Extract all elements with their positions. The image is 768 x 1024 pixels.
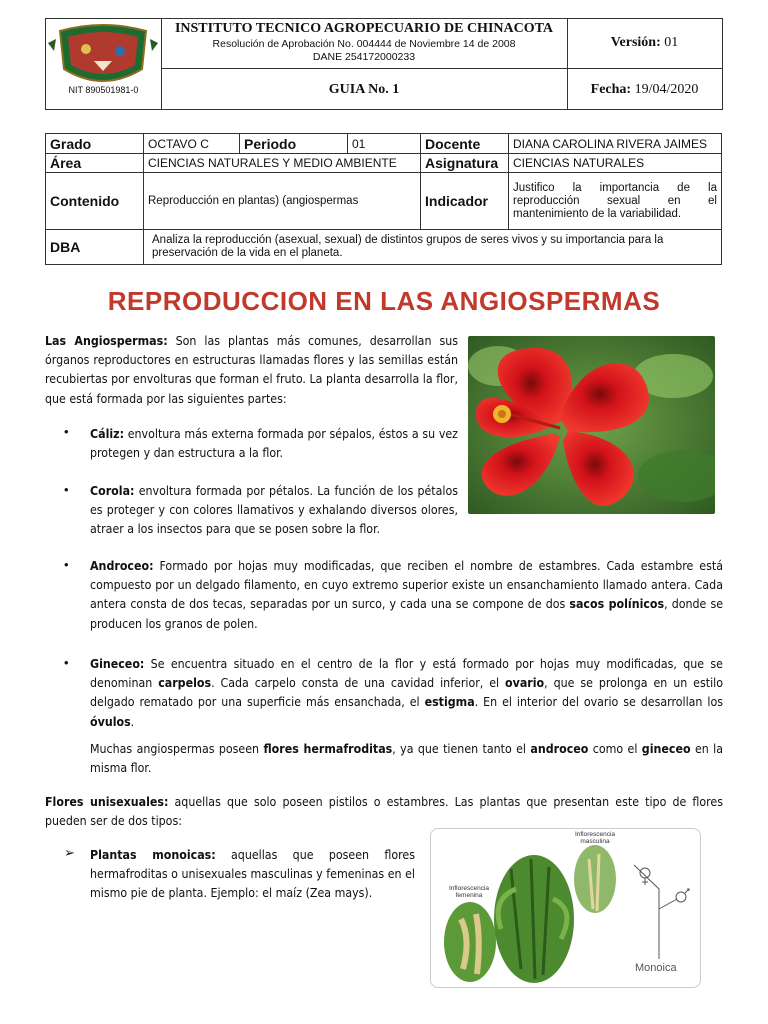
gineceo-bold: ovario xyxy=(505,676,545,691)
hibiscus-image xyxy=(468,336,715,514)
gineceo-text: , que se prolonga en un estilo delgado rematado por una superficie más ensanchada, el xyxy=(90,676,723,710)
androceo-term: Androceo: xyxy=(90,559,154,573)
version-cell xyxy=(567,19,722,109)
asignatura-value: CIENCIAS NATURALES xyxy=(509,154,721,173)
info-table xyxy=(45,133,722,265)
unisex-text: aquellas que solo poseen pistilos o estambres. Las plantas que presentan este tipo de flores pueden ser de dos tipos: xyxy=(45,795,724,829)
gineceo-text: . Cada carpelo consta de una cavidad inferior, el xyxy=(211,676,506,691)
gineceo-text: Se encuentra situado en el centro de la flor y está formado por hojas muy modificadas, que se denominan xyxy=(90,657,723,691)
indicador-value: Justifico la importancia de la reproducción sexual en el mantenimiento de la variabilidad. xyxy=(509,173,721,230)
docente-value: DIANA CAROLINA RIVERA JAIMES xyxy=(509,134,721,154)
caliz-text: envoltura más externa formada por sépalos, éstos a su vez protegen y dan estructura a la flor. xyxy=(90,427,458,461)
institution-cell xyxy=(161,19,568,109)
gineceo-text: . En el interior del ovario se desarrollan los xyxy=(474,695,723,710)
gineceo-bold: carpelos xyxy=(158,676,212,691)
bullet-dot-icon: • xyxy=(64,557,69,572)
androceo-bold: sacos polínicos xyxy=(569,597,665,612)
nit-text: NIT 890501981-0 xyxy=(68,85,139,95)
dba-label: DBA xyxy=(46,230,144,264)
contenido-value: Reproducción en plantas) (angiospermas xyxy=(144,173,421,230)
androceo-text-end: , donde se producen los granos de polen. xyxy=(90,597,724,631)
header-table xyxy=(45,18,723,110)
page-title: REPRODUCCION EN LAS ANGIOSPERMAS xyxy=(107,286,661,316)
version-field xyxy=(567,35,722,51)
intro-text: Son las plantas más comunes, desarrollan sus órganos reproductores en estructuras llamadas flores y las semillas están recubiertas por envolturas que forman el fruto. La planta desarrolla la flor, que está formada por las siguientes partes: xyxy=(45,334,458,406)
monoicas-term: Plantas monoicas: xyxy=(90,848,216,862)
bullet-dot-icon: • xyxy=(64,482,69,497)
unisexual-paragraph xyxy=(45,793,723,831)
area-value: CIENCIAS NATURALES Y MEDIO AMBIENTE xyxy=(144,154,421,173)
area-label: Área xyxy=(46,154,144,173)
version-value: 01 xyxy=(664,35,679,50)
indicador-label: Indicador xyxy=(421,173,509,230)
gineceo-bold: óvulos xyxy=(90,714,131,729)
herma-text: Muchas angiospermas poseen xyxy=(90,742,264,756)
monoicas-text: aquellas que poseen flores hermafroditas o unisexuales masculinas y femeninas en el mismo pie de planta. Ejemplo: el maíz (Zea mays). xyxy=(90,848,415,901)
corola-item xyxy=(90,482,458,540)
date-field xyxy=(567,82,722,98)
caliz-item xyxy=(90,425,458,463)
monoicas-item xyxy=(90,846,415,904)
intro-paragraph xyxy=(45,332,458,409)
herma-text: , ya que tienen tanto el xyxy=(392,742,531,756)
gineceo-text: . xyxy=(130,714,135,729)
gineceo-bold: estigma xyxy=(424,695,475,710)
arrow-bullet-icon: ➢ xyxy=(64,845,75,860)
androceo-text: Formado por hojas muy modificadas, que reciben el nombre de estambres. Cada estambre está compuesto por un delgado filamento, en cuyo extremo superior existe un ensanchamiento llamado antera. Cada antera consta de dos tecas, separadas por un surco, y cada una se compone de dos xyxy=(90,559,723,612)
contenido-label: Contenido xyxy=(46,173,144,230)
periodo-value: 01 xyxy=(348,134,421,154)
gineceo-item xyxy=(90,655,723,732)
herma-bold: gineceo xyxy=(641,742,691,756)
asignatura-label: Asignatura xyxy=(421,154,509,173)
corola-text: envoltura formada por pétalos. La función de los pétalos es proteger y con colores llamativos y exhalando diversos olores, atraer a los insectos para que se posen sobre la flor. xyxy=(90,484,458,537)
corola-term: Corola: xyxy=(90,484,135,498)
bullet-dot-icon: • xyxy=(64,424,69,439)
herma-bold: flores hermafroditas xyxy=(263,742,393,756)
docente-label: Docente xyxy=(421,134,509,154)
logo-cell xyxy=(46,19,162,109)
intro-term: Las Angiospermas: xyxy=(45,334,168,348)
hermaphrodite-paragraph xyxy=(90,740,723,778)
monoica-figure xyxy=(430,828,701,988)
herma-text: como el xyxy=(588,742,642,756)
periodo-label: Periodo xyxy=(240,134,348,154)
female-inflorescence-label: Inflorescencia femenina xyxy=(448,885,490,899)
dba-value: Analiza la reproducción (asexual, sexual) de distintos grupos de seres vivos y su importancia para la preservación de la vida en el planeta. xyxy=(152,234,664,259)
figure-caption: Monoica xyxy=(635,962,677,974)
guide-number: GUIA No. 1 xyxy=(328,82,400,97)
unisex-term: Flores unisexuales: xyxy=(45,795,169,809)
dane-text: DANE 254172000233 xyxy=(312,51,416,63)
grado-value: OCTAVO C xyxy=(144,134,240,154)
male-inflorescence-label: Inflorescencia masculina xyxy=(574,831,616,845)
herma-text: en la misma flor. xyxy=(90,742,723,776)
gineceo-term: Gineceo: xyxy=(90,657,145,671)
date-label: Fecha: xyxy=(590,82,632,97)
date-value: 19/04/2020 xyxy=(634,82,699,97)
resolution-text: Resolución de Aprobación No. 004444 de Noviembre 14 de 2008 xyxy=(212,38,516,50)
herma-bold: androceo xyxy=(530,742,589,756)
grado-label: Grado xyxy=(46,134,144,154)
bullet-dot-icon: • xyxy=(64,655,69,670)
school-shield-icon xyxy=(46,21,161,91)
androceo-item xyxy=(90,557,723,634)
version-label: Versión: xyxy=(610,35,661,50)
institution-name: INSTITUTO TECNICO AGROPECUARIO DE CHINACOTA xyxy=(174,21,554,36)
caliz-term: Cáliz: xyxy=(90,427,125,441)
